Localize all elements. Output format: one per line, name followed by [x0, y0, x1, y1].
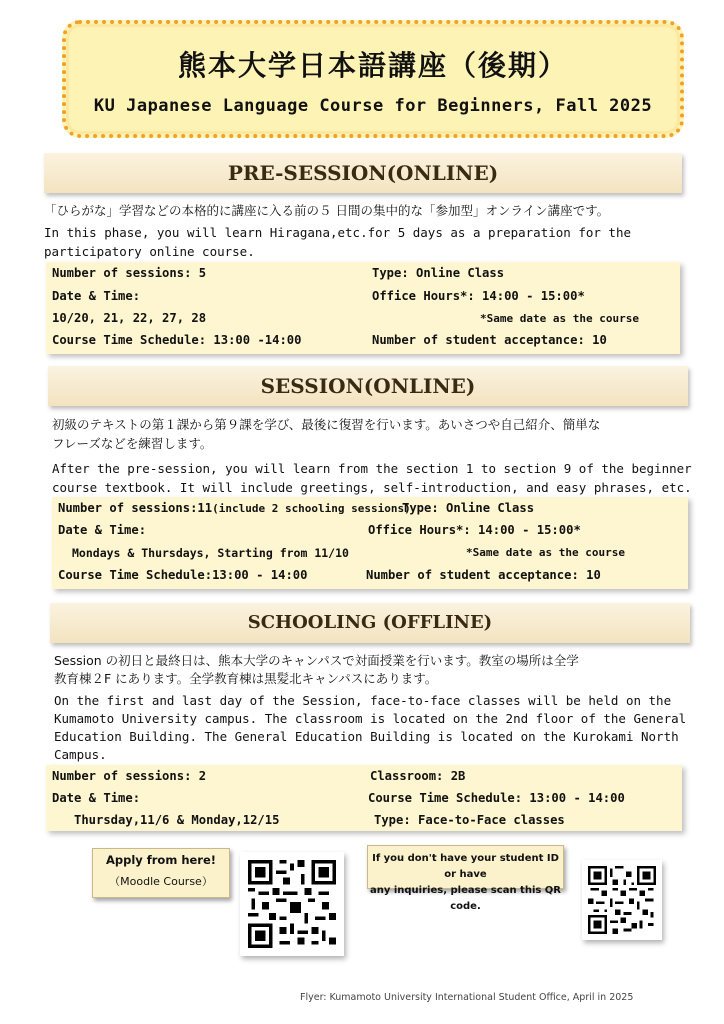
session-heading-text: SESSION(ONLINE)	[260, 374, 476, 398]
session-acceptance: Number of student acceptance: 10	[366, 568, 601, 582]
pre-session-date-label: Date & Time:	[52, 289, 141, 303]
session-type: Type: Online Class	[402, 501, 535, 515]
pre-session-desc-jp: 「ひらがな」学習などの本格的に講座に入る前の５ 日間の集中的な「参加型」オンライン講座です。	[44, 203, 610, 218]
schooling-desc-en-2: Kumamoto University campus. The classroom is located on the 2nd floor of the General	[54, 711, 687, 726]
session-office-hours: Office Hours*: 14:00 - 15:00*	[368, 523, 581, 537]
footer-credit: Flyer: Kumamoto University International Student Office, April in 2025	[300, 992, 634, 1003]
session-sessions-note: (include 2 schooling sessions)	[212, 502, 411, 515]
schooling-type: Type: Face-to-Face classes	[374, 813, 565, 827]
session-sessions-main: Number of sessions:11	[58, 501, 213, 515]
session-sessions	[58, 501, 411, 515]
schooling-date-label: Date & Time:	[52, 791, 141, 805]
inquiry-note	[367, 845, 564, 912]
inquiry-line-2: any inquiries, please scan this QR code.	[369, 885, 561, 912]
pre-session-heading-text: PRE-SESSION(ONLINE)	[227, 161, 499, 185]
title-english: KU Japanese Language Course for Beginners, Fall 2025	[93, 96, 653, 116]
pre-session-dates: 10/20, 21, 22, 27, 28	[52, 311, 207, 325]
moodle-qr-code[interactable]	[240, 852, 344, 956]
pre-session-office-note: *Same date as the course	[480, 312, 639, 325]
qr-code-icon	[588, 866, 656, 934]
pre-session-desc-en: In this phase, you will learn Hiragana,etc.for 5 days as a preparation for the participatory online course.	[44, 225, 631, 259]
schooling-schedule: Course Time Schedule: 13:00 - 14:00	[368, 791, 625, 805]
schooling-classroom: Classroom: 2B	[370, 769, 466, 783]
schooling-desc-jp-1: Session の初日と最終日は、熊本大学のキャンパスで対面授業を行います。教室の場所は全学	[54, 653, 579, 668]
pre-session-sessions: Number of sessions: 5	[52, 266, 207, 280]
schooling-desc-en-1: On the first and last day of the Session, face-to-face classes will be held on the	[54, 693, 672, 708]
session-dates: Mondays & Thursdays, Starting from 11/10	[72, 546, 349, 560]
title-japanese: 熊本大学日本語講座（後期）	[177, 49, 568, 82]
schooling-desc-en-4: Campus.	[54, 747, 107, 762]
inquiry-line-1: If you don't have your student ID or have	[372, 853, 559, 880]
schooling-desc-jp-2: 教育棟２F にあります。全学教育棟は黒髪北キャンパスにあります。	[54, 671, 438, 686]
schooling-heading-text: SCHOOLING (OFFLINE)	[247, 612, 493, 633]
schooling-desc-en-3: Education Building. The General Education Building is located on the Kurokami North	[54, 729, 679, 744]
pre-session-schedule: Course Time Schedule: 13:00 -14:00	[52, 333, 302, 347]
session-desc-jp-2: フレーズなどを練習します。	[52, 436, 213, 451]
pre-session-info-box	[46, 262, 680, 354]
inquiry-qr-code[interactable]	[582, 860, 662, 940]
pre-session-office-hours: Office Hours*: 14:00 - 15:00*	[372, 289, 585, 303]
session-office-note: *Same date as the course	[466, 546, 625, 559]
session-desc-en-1: After the pre-session, you will learn from the section 1 to section 9 of the beginner	[52, 461, 692, 476]
session-desc-en-2: course textbook. It will include greetings, self-introduction, and easy phrases, etc.	[52, 480, 692, 495]
schooling-heading	[50, 603, 690, 643]
qr-code-icon	[248, 860, 336, 948]
session-info-box	[52, 497, 688, 589]
schooling-info-box	[46, 765, 682, 831]
session-desc-jp-1: 初級のテキストの第１課から第９課を学び、最後に復習を行います。あいさつや自己紹介、簡単な	[52, 417, 601, 432]
pre-session-type: Type: Online Class	[372, 266, 505, 280]
session-heading	[48, 366, 688, 406]
pre-session-acceptance: Number of student acceptance: 10	[372, 333, 607, 347]
pre-session-heading	[44, 153, 682, 193]
title-banner	[62, 20, 684, 138]
schooling-dates: Thursday,11/6 & Monday,12/15	[74, 813, 280, 827]
session-schedule: Course Time Schedule:13:00 - 14:00	[58, 568, 308, 582]
session-date-label: Date & Time:	[58, 523, 147, 537]
schooling-sessions: Number of sessions: 2	[52, 769, 207, 783]
apply-label: Apply from here!	[105, 853, 217, 867]
apply-button[interactable]	[92, 848, 230, 898]
apply-sublabel: （Moodle Course）	[109, 875, 213, 888]
